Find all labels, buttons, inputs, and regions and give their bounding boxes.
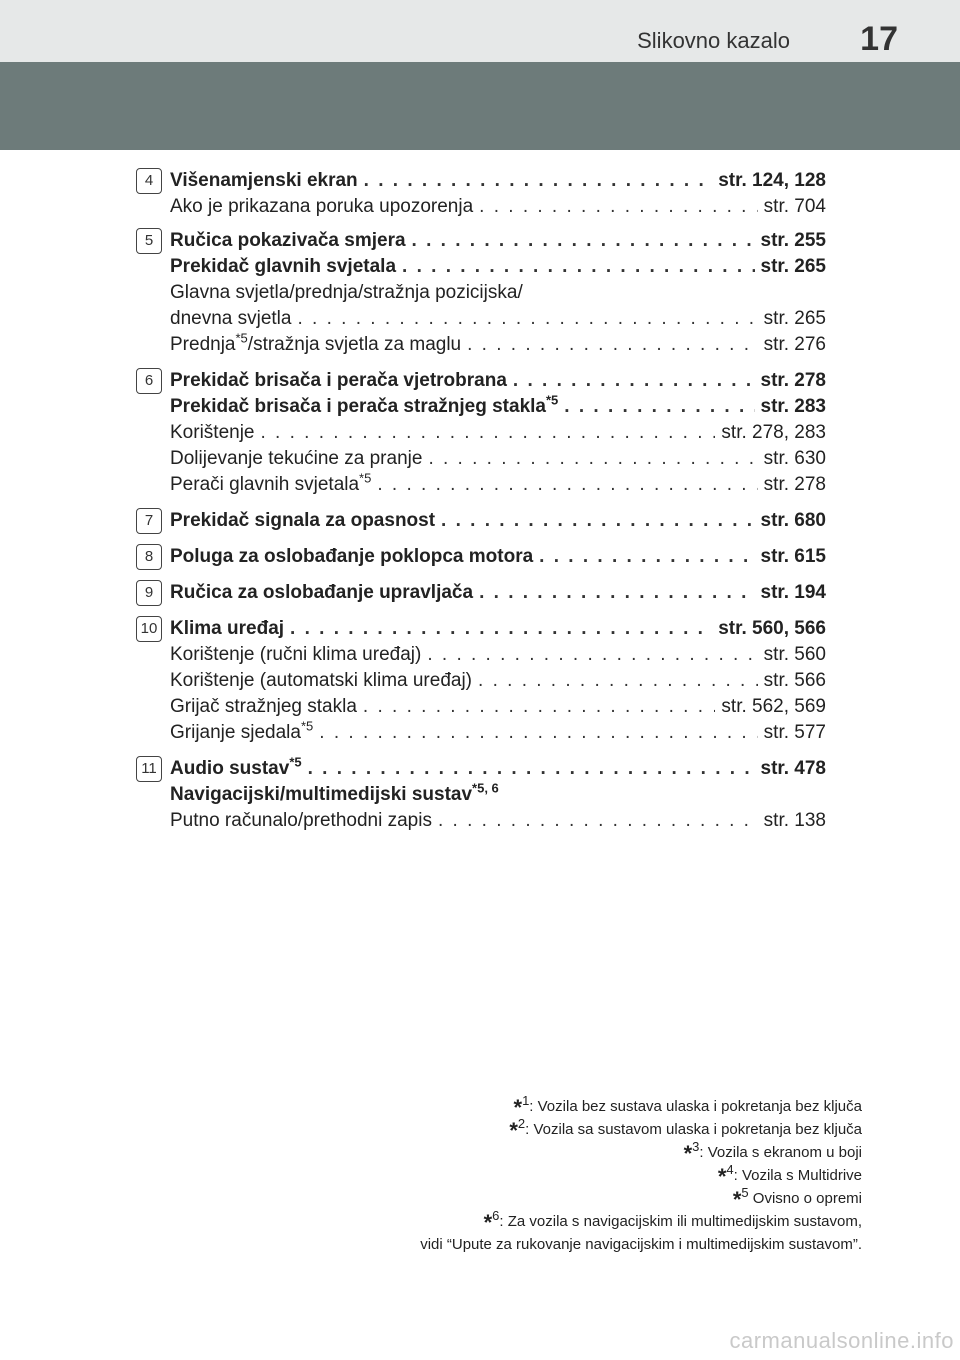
dot-leader	[479, 580, 754, 606]
footnote-mark: *5	[235, 330, 248, 346]
index-entry	[170, 368, 826, 394]
entry-text: Navigacijski/multimedijski sustav	[170, 784, 473, 805]
entry-text: Putno računalo/prethodni zapis	[170, 810, 432, 831]
entry-text: Prekidač brisača i perača vjetrobrana	[170, 370, 507, 391]
page-reference: str. 138	[763, 810, 826, 831]
footnote-text: vidi “Upute za rukovanje navigacijskim i multimedijskim sustavom”.	[420, 1236, 862, 1253]
page-reference: str. 630	[763, 448, 826, 469]
index-entry	[170, 228, 826, 254]
dot-leader	[412, 228, 755, 254]
page-reference: str. 265	[763, 308, 826, 329]
callout-number: 4	[136, 168, 162, 194]
page-reference: str. 560, 566	[718, 618, 826, 639]
callout-number: 6	[136, 368, 162, 394]
index-entry	[170, 580, 826, 606]
index-entry	[170, 694, 826, 720]
footnote-text: Ovisno o opremi	[748, 1190, 862, 1207]
page-reference: str. 560	[763, 644, 826, 665]
page-reference: str. 278, 283	[721, 422, 826, 443]
page-reference: str. 615	[760, 546, 826, 567]
index-entry	[170, 194, 826, 220]
dot-leader	[402, 254, 754, 280]
entry-text: Ručica pokazivača smjera	[170, 230, 406, 251]
index-entry	[170, 306, 826, 332]
page-reference: str. 562, 569	[721, 696, 826, 717]
dot-leader	[438, 808, 758, 834]
index-entry	[170, 420, 826, 446]
index-group	[136, 756, 826, 834]
footnote-number: 1	[522, 1093, 530, 1108]
page-reference: str. 577	[763, 722, 826, 743]
index-entry	[170, 168, 826, 194]
footnote-mark: *5	[546, 392, 559, 408]
footnote-line	[162, 1185, 862, 1212]
entry-text: Glavna svjetla/prednja/stražnja pozicijska/	[170, 282, 523, 303]
page-reference: str. 478	[760, 758, 826, 779]
index-entry	[170, 808, 826, 834]
footnote-star: *	[717, 1164, 727, 1189]
index-line	[170, 782, 826, 808]
dot-leader	[539, 544, 754, 570]
dot-leader	[564, 394, 754, 420]
index-list	[136, 168, 826, 844]
index-entry	[170, 472, 826, 498]
footnote-mark: *5	[359, 470, 372, 486]
footnote-line	[162, 1162, 862, 1189]
footnote-line	[162, 1234, 862, 1256]
dot-leader	[290, 616, 712, 642]
index-group	[136, 508, 826, 534]
page-reference: str. 255	[760, 230, 826, 251]
footnote-text: : Vozila bez sustava ulaska i pokretanja bez ključa	[529, 1098, 862, 1115]
page-reference: str. 265	[760, 256, 826, 277]
page-reference: str. 704	[763, 196, 826, 217]
callout-number: 11	[136, 756, 162, 782]
index-entry	[170, 254, 826, 280]
page-reference: str. 124, 128	[718, 170, 826, 191]
callout-number: 7	[136, 508, 162, 534]
footnote-mark: *5	[289, 754, 302, 770]
entry-text: Grijač stražnjeg stakla	[170, 696, 357, 717]
page-reference: str. 283	[760, 396, 826, 417]
header-band	[0, 62, 960, 150]
footnote-text: : Vozila s Multidrive	[733, 1167, 862, 1184]
index-group	[136, 368, 826, 498]
footnote-text: : Vozila s ekranom u boji	[699, 1144, 862, 1161]
index-entry	[170, 616, 826, 642]
page-reference: str. 278	[763, 474, 826, 495]
footnotes	[162, 1093, 862, 1256]
entry-text: Prekidač signala za opasnost	[170, 510, 436, 531]
dot-leader	[377, 472, 757, 498]
entry-text: Audio sustav$^{*5}$	[170, 754, 302, 779]
footnote-star: *	[513, 1095, 523, 1120]
entry-text: Višenamjenski ekran	[170, 170, 358, 191]
footnote-star: *	[509, 1118, 518, 1143]
index-group	[136, 616, 826, 746]
footnote-star: *	[732, 1187, 742, 1212]
entry-text: Klima uređaj	[170, 618, 285, 639]
entry-text: Perači glavnih svjetala$^{*5}$	[170, 470, 372, 495]
dot-leader	[441, 508, 754, 534]
entry-text: Poluga za oslobađanje poklopca motora	[170, 546, 534, 567]
dot-leader	[478, 668, 758, 694]
footnote-star: *	[683, 1141, 693, 1166]
index-entry	[170, 544, 826, 570]
entry-text: Prekidač glavnih svjetala	[170, 256, 397, 277]
page-reference: str. 194	[760, 582, 826, 603]
watermark: carmanualsonline.info	[729, 1328, 954, 1353]
page-reference: str. 278	[760, 370, 826, 391]
dot-leader	[427, 642, 757, 668]
index-entry	[170, 508, 826, 534]
footnote-number: 6	[492, 1208, 500, 1223]
index-entry	[170, 332, 826, 358]
footnote-mark: *5, 6	[472, 780, 499, 796]
dot-leader	[513, 368, 755, 394]
index-line	[170, 280, 826, 306]
index-entry	[170, 394, 826, 420]
index-group	[136, 228, 826, 358]
page-reference: str. 680	[760, 510, 826, 531]
footnote-line	[162, 1116, 862, 1143]
callout-number: 8	[136, 544, 162, 570]
entry-text: Ručica za oslobađanje upravljača	[170, 582, 474, 603]
dot-leader	[308, 756, 755, 782]
footnote-number: 4	[726, 1162, 734, 1177]
index-entry	[170, 642, 826, 668]
index-group	[136, 168, 826, 220]
dot-leader	[479, 194, 758, 220]
index-group	[136, 580, 826, 606]
callout-number: 9	[136, 580, 162, 606]
dot-leader	[363, 694, 716, 720]
footnote-line	[162, 1093, 862, 1120]
dot-leader	[297, 306, 757, 332]
dot-leader	[319, 720, 757, 746]
footnote-star: *	[483, 1210, 493, 1235]
dot-leader	[364, 168, 713, 194]
callout-number: 10	[136, 616, 162, 642]
entry-text: Korištenje (ručni klima uređaj)	[170, 644, 422, 665]
index-entry	[170, 756, 826, 782]
entry-text: Grijanje sjedala$^{*5}$	[170, 718, 314, 743]
entry-text: Prekidač brisača i perača stražnjeg stakla$^{*5}$	[170, 392, 559, 417]
footnote-mark: *5	[300, 718, 314, 734]
entry-text: dnevna svjetla	[170, 308, 292, 329]
page-reference: str. 276	[763, 334, 826, 355]
footnote-line	[162, 1139, 862, 1166]
header-bar	[0, 0, 960, 62]
entry-text: Dolijevanje tekućine za pranje	[170, 448, 423, 469]
page-reference: str. 566	[763, 670, 826, 691]
dot-leader	[467, 332, 758, 358]
entry-text: Korištenje	[170, 422, 255, 443]
footnote-text: : Vozila sa sustavom ulaska i pokretanja bez ključa	[525, 1121, 862, 1138]
index-entry	[170, 720, 826, 746]
footnote-number: 2	[517, 1116, 526, 1131]
footnote-line	[162, 1208, 862, 1235]
footnote-number: 3	[692, 1139, 700, 1154]
footnote-text: : Za vozila s navigacijskim ili multimedijskim sustavom,	[499, 1213, 862, 1230]
index-entry	[170, 446, 826, 472]
dot-leader	[428, 446, 757, 472]
dot-leader	[261, 420, 716, 446]
entry-text: Ako je prikazana poruka upozorenja	[170, 196, 474, 217]
entry-text: Prednja$^{*5}$/stražnja svjetla za maglu	[170, 330, 462, 355]
section-title: Slikovno kazalo	[637, 28, 790, 53]
index-group	[136, 544, 826, 570]
footnote-number: 5	[741, 1185, 749, 1200]
callout-number: 5	[136, 228, 162, 254]
index-entry	[170, 668, 826, 694]
page-number: 17	[860, 20, 898, 58]
entry-text: Korištenje (automatski klima uređaj)	[170, 670, 473, 691]
